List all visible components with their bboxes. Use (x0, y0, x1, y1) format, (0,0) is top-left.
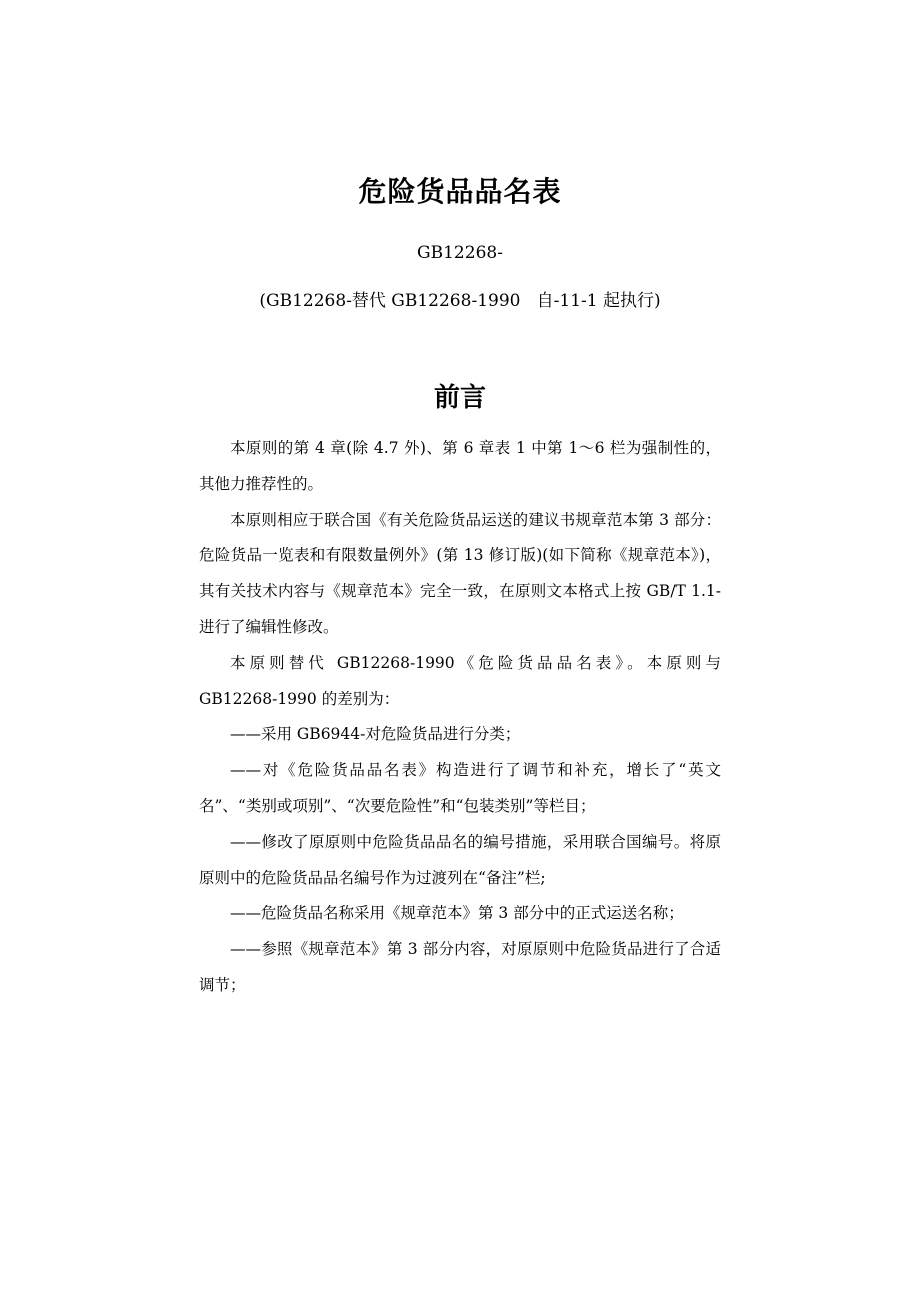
list-item: ——参照《规章范本》第 3 部分内容，对原原则中危险货品进行了合适调节； (199, 940, 721, 994)
paragraph: 本原则替代 GB12268-1990《危险货品品名表》。本原则与 GB12268-1990 的差别为： (199, 653, 721, 708)
section-title-foreword: 前言 (433, 383, 486, 413)
list-item: ——对《危险货品品名表》构造进行了调节和补充，增长了“英文名”、“类别或项别”、“次要危险性”和“包装类别”等栏目； (199, 761, 721, 815)
standard-number: GB12268- (417, 243, 503, 263)
replacement-note: (GB12268-替代 GB12268-1990 自-11-1 起执行) (259, 291, 661, 311)
paragraph: 本原则的第 4 章(除 4.7 外)、第 6 章表 1 中第 1～6 栏为强制性的，其他力推荐性的。 (199, 439, 721, 493)
list-item: ——采用 GB6944-对危险货品进行分类； (230, 725, 521, 744)
list-item: ——危险货品名称采用《规章范本》第 3 部分中的正式运送名称； (230, 904, 684, 923)
list-item: ——修改了原原则中危险货品品名的编号措施，采用联合国编号。将原原则中的危险货品品名编号作为过渡列在“备注”栏; (199, 832, 721, 887)
foreword-body (199, 431, 721, 1004)
paragraph: 本原则相应于联合国《有关危险货品运送的建议书规章范本第 3 部分：危险货品一览表和有限数量例外》(第 13 修订版)(如下简称《规章范本》)，其有关技术内容与《规章范本》完全一致，在原则文本格式上按 GB/T 1.1-进行了编辑性修改。 (199, 510, 721, 636)
document-title: 危险货品品名表 (358, 175, 562, 208)
